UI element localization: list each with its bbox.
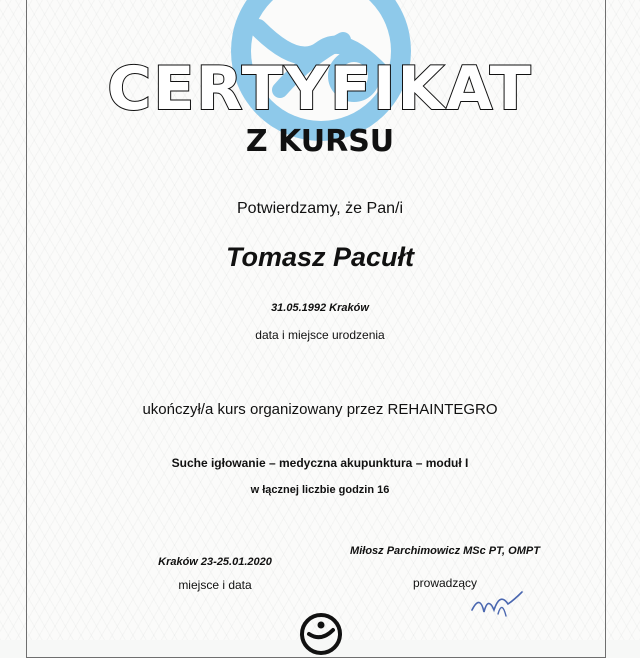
birth-date-place: 31.05.1992 Kraków (271, 302, 369, 314)
rehaintegro-small-logo-icon (299, 612, 343, 656)
completion-text: ukończył/a kurs organizowany przez REHAINTEGRO (142, 401, 498, 418)
instructor-name: Miłosz Parchimowicz MSc PT, OMPT (350, 545, 540, 557)
certificate-subtitle: Z KURSU (245, 124, 395, 159)
confirmation-text: Potwierdzamy, że Pan/i (237, 200, 403, 217)
course-hours: w łącznej liczbie godzin 16 (250, 484, 390, 496)
participant-name: Tomasz Pacułt (225, 242, 415, 272)
certificate-title: CERTYFIKAT (107, 54, 533, 124)
course-name: Suche igłowanie – medyczna akupunktura – moduł I (171, 456, 469, 470)
instructor-label: prowadzący (412, 576, 478, 590)
signature-icon (468, 586, 528, 620)
issue-place-date-label: miejsce i data (178, 578, 252, 592)
issue-place-date: Kraków 23-25.01.2020 (158, 556, 272, 568)
birth-date-place-label: data i miejsce urodzenia (255, 328, 385, 342)
